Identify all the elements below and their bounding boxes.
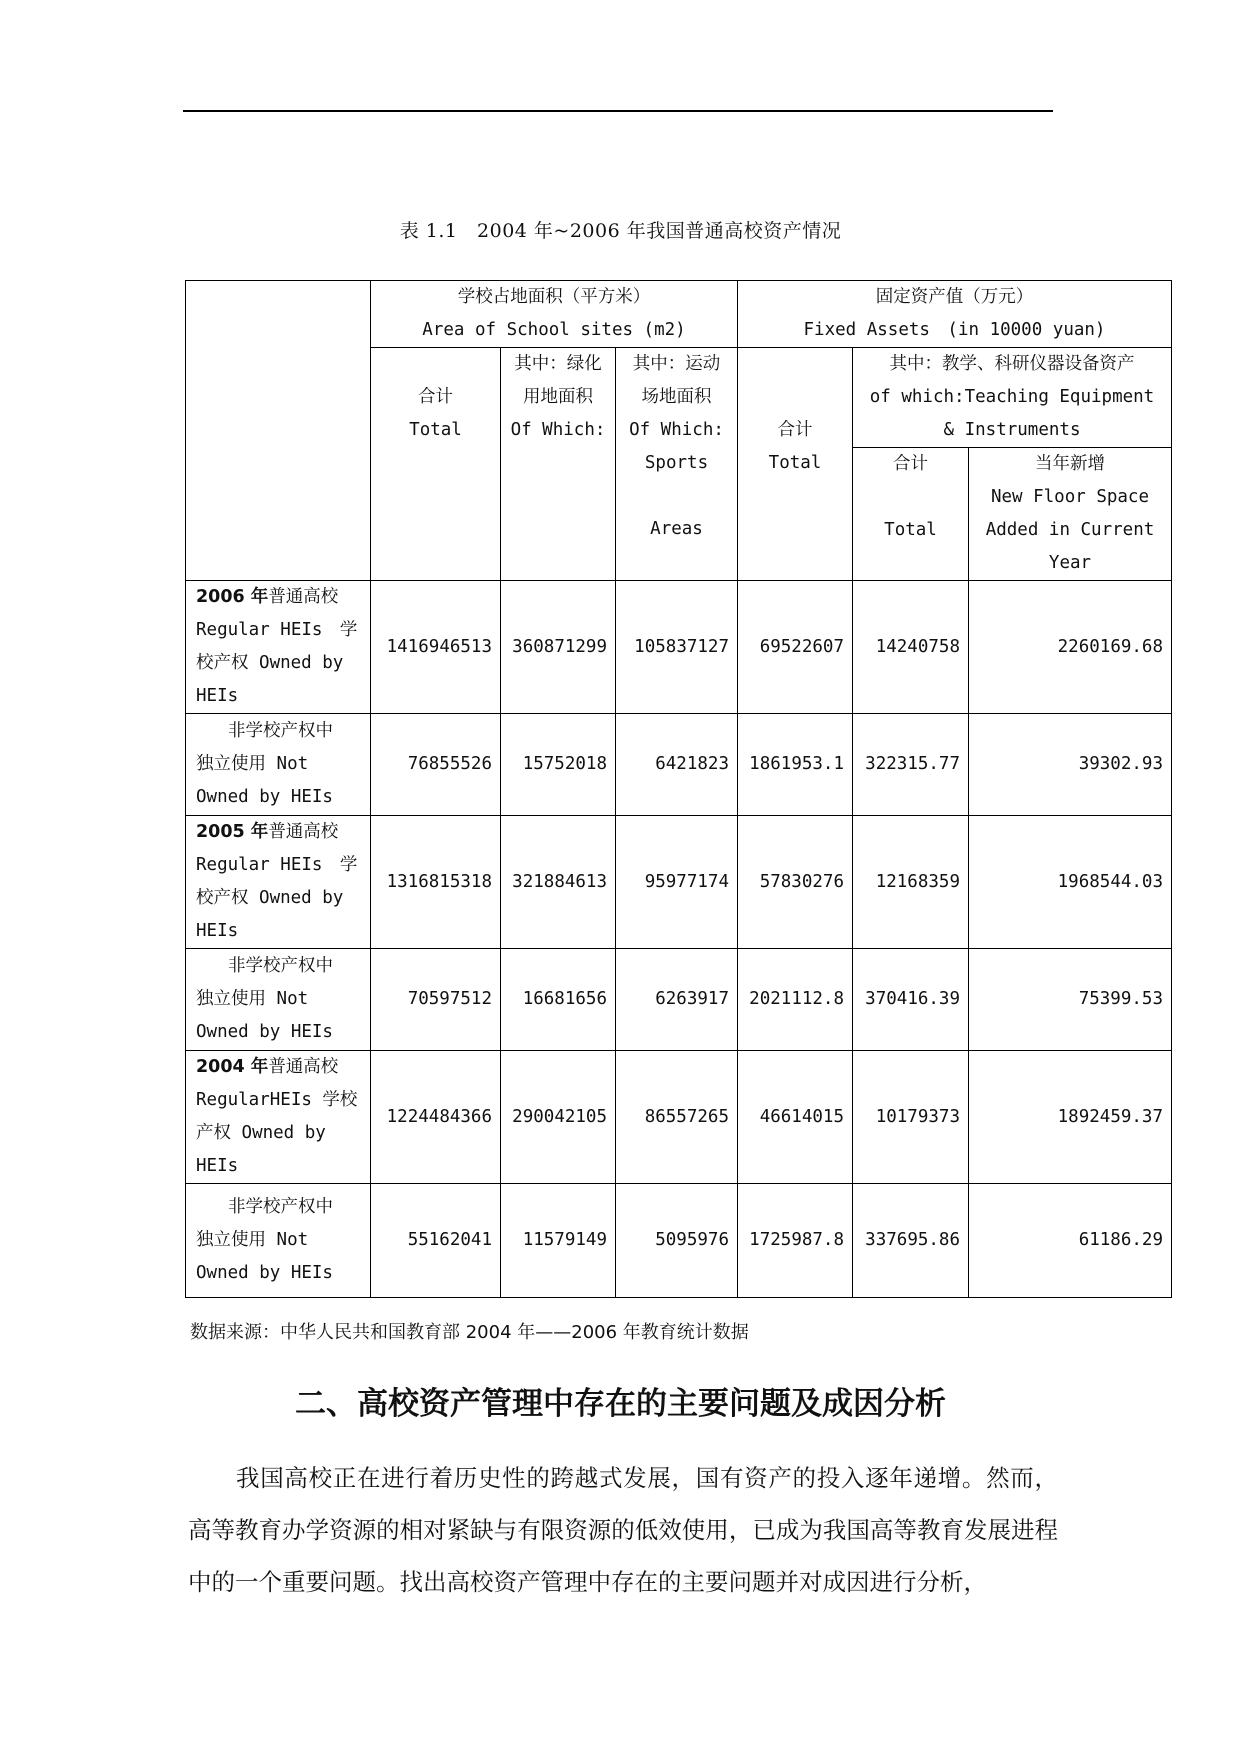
row-label: 2006 年普通高校 Regular HEIs 学 校产权 Owned by HEIs (186, 581, 371, 714)
new-added-cell: 75399.53 (969, 949, 1172, 1051)
equipment-total-cell: 10179373 (853, 1051, 969, 1184)
table-row (186, 714, 1172, 816)
assets-table (185, 280, 1172, 1298)
equipment-total-header: 合计 Total (853, 448, 969, 581)
row-year: 2006 年 (196, 587, 269, 607)
assets-total-cell: 1861953.1 (738, 714, 853, 816)
table-caption: 表 1.1 2004 年~2006 年我国普通高校资产情况 (399, 220, 842, 242)
table-row (186, 1051, 1172, 1184)
section-heading: 二、高校资产管理中存在的主要问题及成因分析 (295, 1386, 946, 1422)
new-added-cell: 61186.29 (969, 1184, 1172, 1298)
table-row (186, 816, 1172, 949)
row-label: 非学校产权中 独立使用 Not Owned by HEIs (186, 949, 371, 1051)
row-year: 2005 年 (196, 822, 269, 842)
green-area-cell: 360871299 (501, 581, 616, 714)
new-added-cell: 2260169.68 (969, 581, 1172, 714)
assets-total-cell: 46614015 (738, 1051, 853, 1184)
area-total-header: 合计 Total (371, 348, 501, 581)
green-area-cell: 321884613 (501, 816, 616, 949)
green-area-cell: 15752018 (501, 714, 616, 816)
sports-area-cell: 95977174 (616, 816, 738, 949)
new-added-header: 当年新增 New Floor Space Added in Current Year (969, 448, 1172, 581)
body-paragraph: 我国高校正在进行着历史性的跨越式发展，国有资产的投入逐年递增。然而，高等教育办学资源的相对紧缺与有限资源的低效使用，已成为我国高等教育发展进程中的一个重要问题。找出高校资产管理中存在的主要问题并对成因进行分析， (188, 1464, 1058, 1596)
equipment-total-cell: 337695.86 (853, 1184, 969, 1298)
area-group-header: 学校占地面积（平方米） Area of School sites (m2) (371, 281, 738, 348)
sports-area-cell: 5095976 (616, 1184, 738, 1298)
area-total-cell: 55162041 (371, 1184, 501, 1298)
new-added-cell: 1968544.03 (969, 816, 1172, 949)
sports-area-cell: 6263917 (616, 949, 738, 1051)
equipment-header: 其中：教学、科研仪器设备资产 of which:Teaching Equipment & Instruments (853, 348, 1172, 448)
new-added-cell: 1892459.37 (969, 1051, 1172, 1184)
area-total-cell: 76855526 (371, 714, 501, 816)
green-area-header: 其中：绿化 用地面积 Of Which: (501, 348, 616, 581)
table-row (186, 581, 1172, 714)
row-label: 非学校产权中 独立使用 Not Owned by HEIs (186, 714, 371, 816)
table-row (186, 949, 1172, 1051)
equipment-total-cell: 370416.39 (853, 949, 969, 1051)
row-label: 非学校产权中 独立使用 Not Owned by HEIs (186, 1184, 371, 1298)
assets-group-header: 固定资产值（万元） Fixed Assets (in 10000 yuan) (738, 281, 1172, 348)
table-row (186, 1184, 1172, 1298)
sports-area-cell: 6421823 (616, 714, 738, 816)
equipment-total-cell: 14240758 (853, 581, 969, 714)
green-area-cell: 290042105 (501, 1051, 616, 1184)
assets-total-cell: 69522607 (738, 581, 853, 714)
sports-area-cell: 105837127 (616, 581, 738, 714)
sports-area-cell: 86557265 (616, 1051, 738, 1184)
assets-total-cell: 1725987.8 (738, 1184, 853, 1298)
row-label: 2005 年普通高校 Regular HEIs 学 校产权 Owned by HEIs (186, 816, 371, 949)
area-total-cell: 1416946513 (371, 581, 501, 714)
area-total-cell: 1224484366 (371, 1051, 501, 1184)
header-row-1 (186, 281, 1172, 348)
header-rule (183, 110, 1053, 112)
sports-area-header: 其中：运动 场地面积 Of Which: Sports Areas (616, 348, 738, 581)
data-source-note: 数据来源：中华人民共和国教育部 2004 年——2006 年教育统计数据 (190, 1322, 749, 1343)
equipment-total-cell: 322315.77 (853, 714, 969, 816)
assets-total-cell: 57830276 (738, 816, 853, 949)
green-area-cell: 16681656 (501, 949, 616, 1051)
assets-total-cell: 2021112.8 (738, 949, 853, 1051)
assets-total-header: 合计 Total (738, 348, 853, 581)
area-total-cell: 1316815318 (371, 816, 501, 949)
row-year: 2004 年 (196, 1057, 269, 1077)
area-total-cell: 70597512 (371, 949, 501, 1051)
row-label: 2004 年普通高校 RegularHEIs 学校 产权 Owned by HEIs (186, 1051, 371, 1184)
equipment-total-cell: 12168359 (853, 816, 969, 949)
green-area-cell: 11579149 (501, 1184, 616, 1298)
new-added-cell: 39302.93 (969, 714, 1172, 816)
corner-cell (186, 281, 371, 581)
